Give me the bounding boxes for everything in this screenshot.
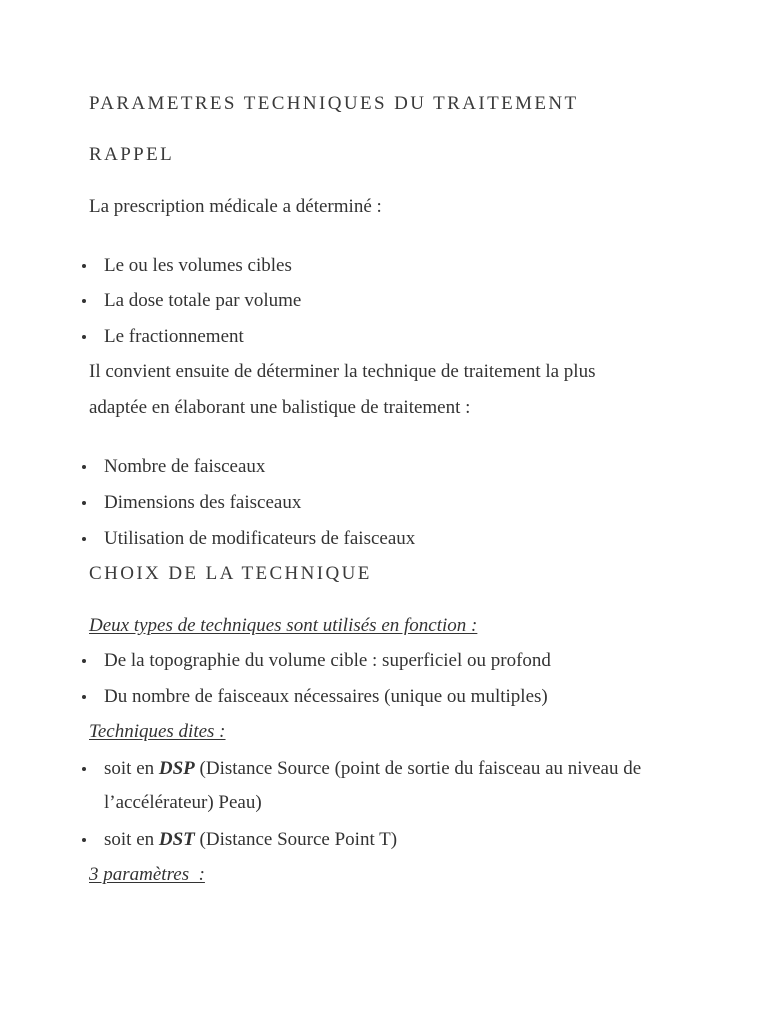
bullet-icon: [82, 264, 86, 268]
parameters-heading: 3 paramètres :: [89, 864, 205, 885]
bullet-icon: [82, 537, 86, 541]
techniques-heading: Techniques dites :: [89, 721, 226, 742]
list-item-text: Le fractionnement: [104, 326, 244, 347]
dst-abbreviation: DST: [158, 829, 195, 850]
subsection-title-rappel: RAPPEL: [89, 144, 175, 165]
section-title-parametres: PARAMETRES TECHNIQUES DU TRAITEMENT: [89, 93, 579, 114]
prescription-intro: La prescription médicale a déterminé :: [89, 196, 382, 217]
list-item-text: Nombre de faisceaux: [104, 456, 266, 477]
types-heading: Deux types de techniques sont utilisés en fonction :: [89, 615, 478, 636]
paragraph-line: Il convient ensuite de déterminer la technique de traitement la plus: [89, 361, 596, 382]
list-item-text: Du nombre de faisceaux nécessaires (unique ou multiples): [104, 686, 548, 707]
list-item-text: Utilisation de modificateurs de faisceaux: [104, 528, 416, 549]
bullet-icon: [82, 659, 86, 663]
list-item-text: [104, 757, 641, 781]
list-item-text: Dimensions des faisceaux: [104, 492, 302, 513]
bullet-icon: [82, 501, 86, 505]
paragraph-line: adaptée en élaborant une balistique de traitement :: [89, 397, 471, 418]
dst-prefix: soit en: [104, 829, 159, 850]
bullet-icon: [82, 299, 86, 303]
bullet-icon: [82, 465, 86, 469]
bullet-icon: [82, 335, 86, 339]
dsp-description-continued: l’accélérateur) Peau): [104, 792, 262, 813]
dsp-description: (Distance Source (point de sortie du faisceau au niveau de: [194, 758, 642, 779]
bullet-icon: [82, 695, 86, 699]
dsp-abbreviation: DSP: [158, 758, 195, 779]
dst-description: (Distance Source Point T): [194, 829, 398, 850]
list-item-text: De la topographie du volume cible : superficiel ou profond: [104, 650, 551, 671]
bullet-icon: [82, 767, 86, 771]
dsp-prefix: soit en: [104, 758, 159, 779]
list-item-text: Le ou les volumes cibles: [104, 255, 292, 276]
list-item-text: La dose totale par volume: [104, 290, 302, 311]
section-title-choix: CHOIX DE LA TECHNIQUE: [89, 563, 372, 584]
bullet-icon: [82, 838, 86, 842]
list-item-text: [104, 828, 397, 852]
